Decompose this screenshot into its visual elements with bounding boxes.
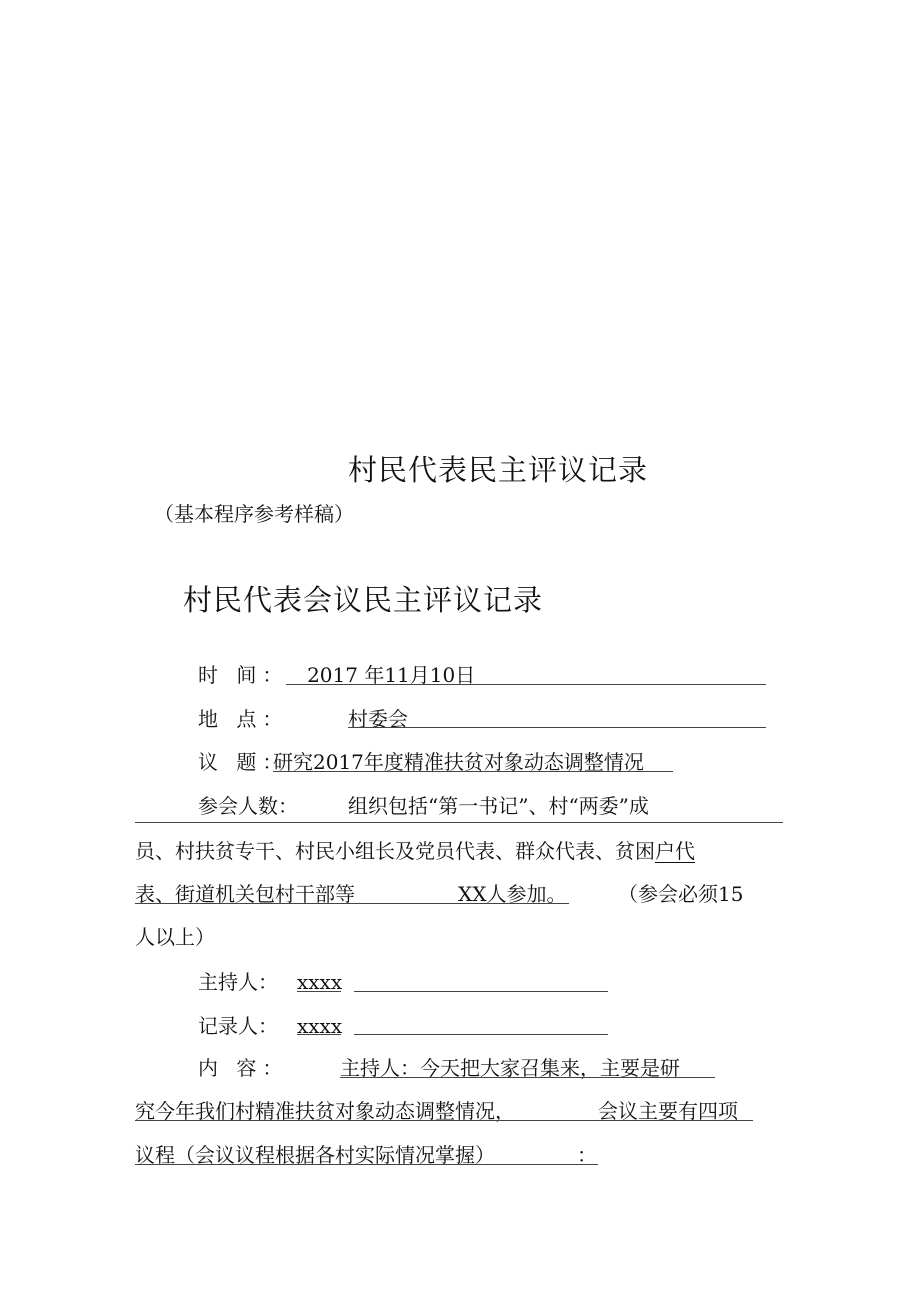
attendees-count: XX人参加。 bbox=[458, 882, 567, 906]
attendees-line-3-underline bbox=[135, 903, 569, 904]
attendees-line-1: 组织包括“第一书记”、村“两委”成 bbox=[348, 794, 649, 818]
attendees-line-2b: 户代 bbox=[655, 839, 695, 863]
record-heading: 村民代表会议民主评议记录 bbox=[183, 583, 544, 617]
content-line-1: 主持人：今天把大家召集来，主要是研 bbox=[340, 1056, 680, 1080]
topic-underline bbox=[273, 771, 673, 772]
time-value: 2017 年11月10日 bbox=[307, 663, 476, 687]
content-line-2b: 会议主要有四项 bbox=[598, 1099, 738, 1123]
attendees-line-2 bbox=[135, 837, 695, 865]
host-label: 主持人： bbox=[198, 970, 278, 994]
content-line-1-underline bbox=[340, 1077, 715, 1078]
document-title: 村民代表民主评议记录 bbox=[348, 453, 649, 487]
recorder-label: 记录人： bbox=[198, 1014, 278, 1038]
content-label-text: 内 容： bbox=[198, 1056, 289, 1080]
recorder-underline bbox=[354, 1034, 608, 1035]
attendees-line-2a: 员、村扶贫专干、村民小组长及党员代表、群众代表、贫困 bbox=[135, 839, 655, 863]
attendees-note: （参会必须15 bbox=[618, 882, 744, 906]
attendees-line-3a: 表、街道机关包村干部等 bbox=[135, 882, 355, 906]
attendees-divider bbox=[135, 822, 783, 823]
topic-value: 研究2017年度精准扶贫对象动态调整情况 bbox=[273, 750, 644, 774]
content-line-3b: ： bbox=[577, 1143, 597, 1167]
host-underline bbox=[354, 991, 608, 992]
time-value-underline bbox=[286, 684, 454, 685]
content-line-2a: 究今年我们村精准扶贫对象动态调整情况， bbox=[135, 1099, 515, 1123]
recorder-value: xxxx bbox=[297, 1014, 343, 1038]
attendees-label: 参会人数： bbox=[198, 794, 298, 818]
content-line-2-underline bbox=[135, 1120, 753, 1121]
content-label bbox=[198, 1054, 288, 1082]
place-underline bbox=[348, 727, 766, 728]
host-value-underline bbox=[297, 991, 341, 992]
content-line-3-underline bbox=[135, 1164, 598, 1165]
content-line-3a: 议程（会议议程根据各村实际情况掌握） bbox=[135, 1143, 495, 1167]
place-row bbox=[198, 705, 288, 733]
time-underline bbox=[454, 684, 766, 685]
attendees-line-4: 人以上） bbox=[135, 925, 215, 949]
host-value: xxxx bbox=[297, 970, 343, 994]
time-label: 时 间： bbox=[198, 663, 289, 687]
recorder-value-underline bbox=[297, 1034, 341, 1035]
topic-label: 议 题： bbox=[198, 750, 289, 774]
place-value: 村委会 bbox=[348, 707, 408, 731]
document-subtitle: （基本程序参考样稿） bbox=[154, 502, 354, 526]
place-label: 地 点： bbox=[198, 707, 289, 731]
